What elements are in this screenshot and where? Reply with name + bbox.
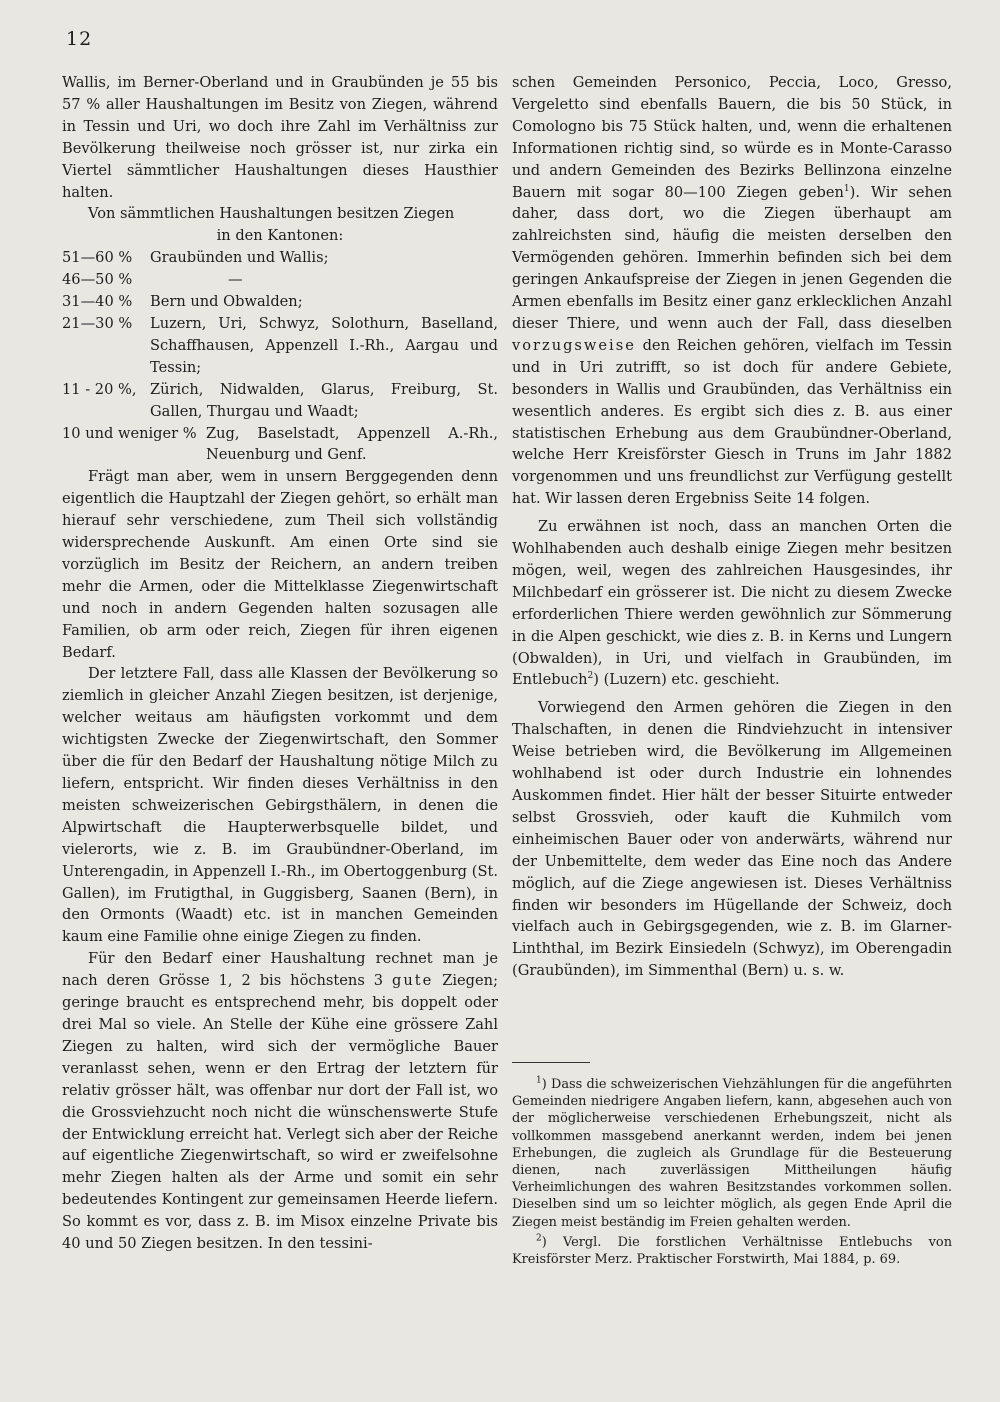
right-column	[512, 72, 952, 982]
footnote-mark: 2	[536, 1233, 542, 1244]
text-run: Ziegen; geringe braucht es entsprechend mehr, bis doppelt oder drei Mal so viele. An Stelle der Kühe eine grössere Zahl Ziegen zu halten, wird sich der vermögliche Bauer veranlasst sehen, wenn er den Ertrag der letztern für relativ grösser hält, was offenbar nur dort der Fall ist, wo die Grossviehzucht noch nicht die wünschenswerte Stufe der Entwicklung erreicht hat. Verlegt sich aber der Reiche auf eigentliche Ziegenwirtschaft, so wird er zweifelsohne mehr Ziegen halten als der Arme und somit ein sehr bedeutendes Kontingent zur gemeinsamen Heerde liefern. So kommt es vor, dass z. B. im Misox einzelne Private bis 40 und 50 Ziegen besitzen. In den tessini-	[62, 972, 498, 1253]
text-run: Zu erwähnen ist noch, dass an manchen Orten die Wohlhabenden auch deshalb einige Ziegen mehr besitzen mögen, weil, wegen des zahlreichen Hausgesindes, ihr Milchbedarf ein grösserer ist. Die nicht zu diesem Zwecke erforderlichen Thiere werden gewöhnlich zur Sömmerung in die Alpen geschickt, wie dies z. B. in Kerns und Lungern (Obwalden), in Uri, und vielfach in Graubünden, im Entlebuch	[512, 518, 952, 689]
footnote	[512, 1234, 952, 1268]
percentage-range: 31—40 %	[62, 293, 133, 311]
percentage-range: 21—30 %	[62, 314, 133, 332]
text-run: Für den Bedarf einer Haushaltung rechnet man je nach deren Grösse 1, 2 bis höchstens 3	[62, 950, 498, 990]
canton-names: Graubünden und Wallis;	[150, 249, 329, 267]
list-item	[62, 291, 498, 313]
footnotes	[512, 1076, 952, 1271]
list-item	[62, 379, 498, 423]
text-run: ). Wir sehen daher, dass dort, wo die Ziegen überhaupt am zahlreichsten sind, häufig die meisten derselben den Vermögenden gehören. Immerhin befinden sich bei dem geringen Ankaufspreise der Ziegen in jenen Gegenden die Armen ebenfalls im Besitz einer ganz erklecklichen Anzahl dieser Thiere, und wenn auch der Fall, dass dieselben	[512, 183, 952, 332]
list-item	[62, 247, 498, 269]
canton-names: Bern und Obwalden;	[150, 293, 303, 311]
footnote-mark: 1	[536, 1075, 542, 1086]
footnote-text: ) Dass die schweizerischen Viehzählungen für die angeführten Gemeinden niedrigere Angaben liefern, kann, abgesehen auch von der möglicherweise verschiedenen Erhebungszeit, nicht als vollkommen massgebend anerkannt werden, indem bei jenen Erhebungen, die zugleich als Grundlage für die Besteuerung dienen, nach zuverlässigen Mittheilungen häufig Verheimlichungen des wahren Besitzstandes vorkommen sollen. Dieselben sind um so leichter möglich, als gegen Ende April die Ziegen meist beständig im Freien gehalten werden.	[512, 1077, 952, 1230]
canton-percentage-list	[62, 247, 498, 466]
footnote-reference: 1	[843, 183, 850, 194]
emphasized-word: gute	[392, 972, 434, 990]
footnote-divider	[512, 1062, 590, 1063]
page-number: 12	[66, 28, 93, 50]
list-item	[62, 269, 498, 291]
text-run: den Reichen gehören, vielfach im Tessin und in Uri zutrifft, so ist doch für andere Gebiete, besonders in Wallis und Graubünden, das Verhältniss ein wesentlich anderes. Es ergibt sich dies z. B. aus einer statistischen Erhebung aus dem Graubündner-Oberland, welche Herr Kreisförster Giesch in Truns im Jahr 1882 vorgenommen und uns freundlichst zur Verfügung gestellt hat. Wir lassen deren Ergebniss Seite 14 folgen.	[512, 336, 952, 508]
paragraph	[512, 72, 952, 510]
footnote-text: ) Vergl. Die forstlichen Verhältnisse Entlebuchs von Kreisförster Merz. Praktischer Forstwirth, Mai 1884, p. 69.	[512, 1234, 952, 1268]
paragraph	[62, 948, 498, 1255]
paragraph	[512, 516, 952, 691]
percentage-range: 46—50 %	[62, 271, 133, 289]
paragraph: Frägt man aber, wem in unsern Berggegenden denn eigentlich die Hauptzahl der Ziegen gehört, so erhält man hierauf sehr verschiedene, zum Theil sich vollständig widersprechende Auskunft. Am einen Orte sind sie vorzüglich im Besitz der Reichern, an andern treiben mehr die Armen, oder die Mittelklasse Ziegenwirtschaft und noch in andern Gegenden halten sozusagen alle Familien, ob arm oder reich, Ziegen für ihren eigenen Bedarf.	[62, 468, 498, 661]
left-column	[62, 72, 498, 1255]
list-intro-continued: in den Kantonen:	[216, 227, 344, 245]
canton-names: Zürich, Nidwalden, Glarus, Freiburg, St. Gallen, Thurgau und Waadt;	[150, 380, 498, 420]
footnote	[512, 1076, 952, 1231]
percentage-range: 11 - 20 %,	[62, 380, 137, 398]
percentage-range: 51—60 %	[62, 249, 133, 267]
list-item	[62, 313, 498, 379]
canton-names: —	[228, 271, 243, 289]
footnote-reference: 2	[587, 671, 594, 682]
percentage-range: 10 und weniger %	[62, 424, 197, 442]
canton-names: Luzern, Uri, Schwyz, Solothurn, Baselland, Schaffhausen, Appenzell I.-Rh., Aargau und Tessin;	[150, 314, 498, 376]
list-intro: Von sämmtlichen Haushaltungen besitzen Ziegen	[88, 205, 455, 223]
paragraph: Wallis, im Berner-Oberland und in Graubünden je 55 bis 57 % aller Haushaltungen im Besitz von Ziegen, während in Tessin und Uri, wo doch ihre Zahl im Verhältniss zur Bevölkerung theilweise noch grösser ist, nur zirka ein Viertel sämmtlicher Haushaltungen dieses Hausthier halten.	[62, 74, 498, 201]
list-item	[62, 423, 498, 467]
text-run: schen Gemeinden Personico, Peccia, Loco, Gresso, Vergeletto sind ebenfalls Bauern, die bis 50 Stück, in Comologno bis 75 Stück halten, und, wenn die erhaltenen Informationen richtig sind, so würde es in Monte-Carasso und andern Gemeinden des Bezirks Bellinzona einzelne Bauern mit sogar 80—100 Ziegen geben	[512, 74, 952, 201]
emphasized-word: vorzugsweise	[512, 336, 636, 354]
canton-names: Zug, Baselstadt, Appenzell A.-Rh., Neuenburg und Genf.	[206, 424, 498, 464]
text-run: ) (Luzern) etc. geschieht.	[593, 671, 780, 689]
paragraph: Vorwiegend den Armen gehören die Ziegen in den Thalschaften, in denen die Rindviehzucht in intensiver Weise betrieben wird, die Bevölkerung im Allgemeinen wohlhabend ist oder durch Industrie ein lohnendes Auskommen findet. Hier hält der besser Situirte entweder selbst Grossvieh, oder kauft die Kuhmilch vom einheimischen Bauer oder von anderwärts, während nur der Unbemittelte, dem weder das Eine noch das Andere möglich, auf die Ziege angewiesen ist. Dieses Verhältniss finden wir besonders im Hügellande der Schweiz, doch vielfach auch in Gebirgsgegenden, wie z. B. im Glarner-Linththal, im Bezirk Einsiedeln (Schwyz), im Oberengadin (Graubünden), im Simmenthal (Bern) u. s. w.	[512, 699, 952, 980]
paragraph: Der letztere Fall, dass alle Klassen der Bevölkerung so ziemlich in gleicher Anzahl Ziegen besitzen, ist derjenige, welcher weitaus am häufigsten vorkommt und dem wichtigsten Zwecke der Ziegenwirtschaft, den Sommer über die für den Bedarf der Haushaltung nötige Milch zu liefern, entspricht. Wir finden dieses Verhältniss in den meisten schweizerischen Gebirgsthälern, in denen die Alpwirtschaft die Haupterwerbsquelle bildet, und vielerorts, wie z. B. im Graubündner-Oberland, im Unterengadin, in Appenzell I.-Rh., im Obertoggenburg (St. Gallen), im Frutigthal, in Guggisberg, Saanen (Bern), in den Ormonts (Waadt) etc. ist in manchen Gemeinden kaum eine Familie ohne einige Ziegen zu finden.	[62, 665, 498, 946]
